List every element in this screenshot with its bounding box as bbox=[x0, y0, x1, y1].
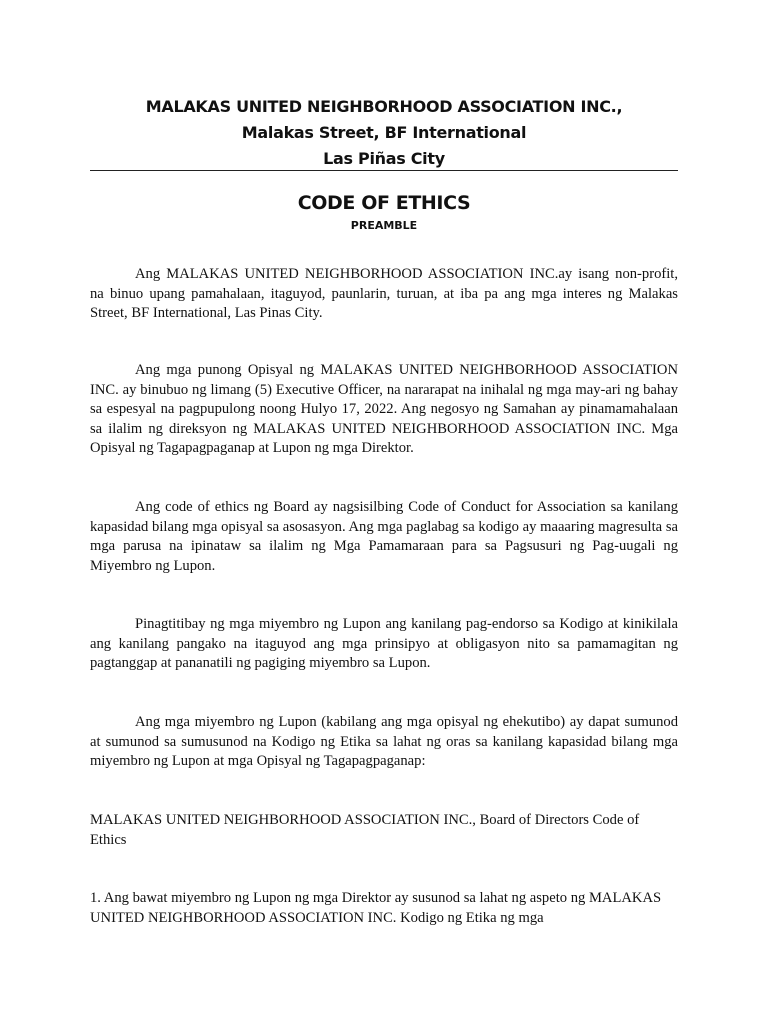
document-title: CODE OF ETHICS bbox=[297, 192, 471, 214]
header-divider bbox=[90, 170, 678, 171]
letterhead bbox=[90, 94, 678, 172]
paragraph-compliance: Ang mga miyembro ng Lupon (kabilang ang mga opisyal ng ehekutibo) ay dapat sumunod at sumunod sa sumusunod na Kodigo ng Etika sa lahat ng oras sa kanilang kapasidad bilang mga miyembro ng Lupon at mga Opisyal ng Tagapagpaganap: bbox=[90, 714, 678, 770]
section-heading-board-code: MALAKAS UNITED NEIGHBORHOOD ASSOCIATION INC., Board of Directors Code of Ethics bbox=[90, 812, 640, 848]
paragraph-officers: Ang mga punong Opisyal ng MALAKAS UNITED NEIGHBORHOOD ASSOCIATION INC. ay binubuo ng limang (5) Executive Officer, na nararapat na inihalal ng mga may-ari ng bahay sa espesyal na pagpupulong noong Hulyo 17, 2022. Ang negosyo ng Samahan ay pinamamahalaan sa ilalim ng direksyon ng MALAKAS UNITED NEIGHBORHOOD ASSOCIATION INC. Mga Opisyal ng Tagapagpaganap at Lupon ng mga Direktor. bbox=[90, 362, 678, 457]
organization-name: MALAKAS UNITED NEIGHBORHOOD ASSOCIATION INC., bbox=[145, 97, 623, 116]
paragraph-endorsement: Pinagtitibay ng mga miyembro ng Lupon ang kanilang pag-endorso sa Kodigo at kinikilala ang kanilang pangako na itaguyod ang mga prinsipyo at obligasyon nito sa pamamagitan ng pagtanggap at pananatili ng pagiging miyembro sa Lupon. bbox=[90, 616, 678, 672]
paragraph-code-of-conduct: Ang code of ethics ng Board ay nagsisilbing Code of Conduct for Association sa kanilang kapasidad bilang mga opisyal sa asosasyon. Ang mga paglabag sa kodigo ay maaaring magresulta sa mga parusa na ipinataw sa ilalim ng Mga Pamamaraan para sa Pagsusuri ng Pag-uugali ng Miyembro ng Lupon. bbox=[90, 499, 678, 574]
organization-city: Las Piñas City bbox=[323, 149, 445, 168]
organization-street: Malakas Street, BF International bbox=[241, 123, 527, 142]
document-subtitle: PREAMBLE bbox=[350, 219, 418, 232]
list-item-1: 1. Ang bawat miyembro ng Lupon ng mga Direktor ay susunod sa lahat ng aspeto ng MALAKAS UNITED NEIGHBORHOOD ASSOCIATION INC. Kodigo ng Etika ng mga bbox=[90, 890, 662, 926]
paragraph-intro: Ang MALAKAS UNITED NEIGHBORHOOD ASSOCIATION INC.ay isang non-profit, na binuo upang pamahalaan, itaguyod, paunlarin, turuan, at iba pa ang mga interes ng Malakas Street, BF International, Las Pinas City. bbox=[90, 266, 678, 322]
